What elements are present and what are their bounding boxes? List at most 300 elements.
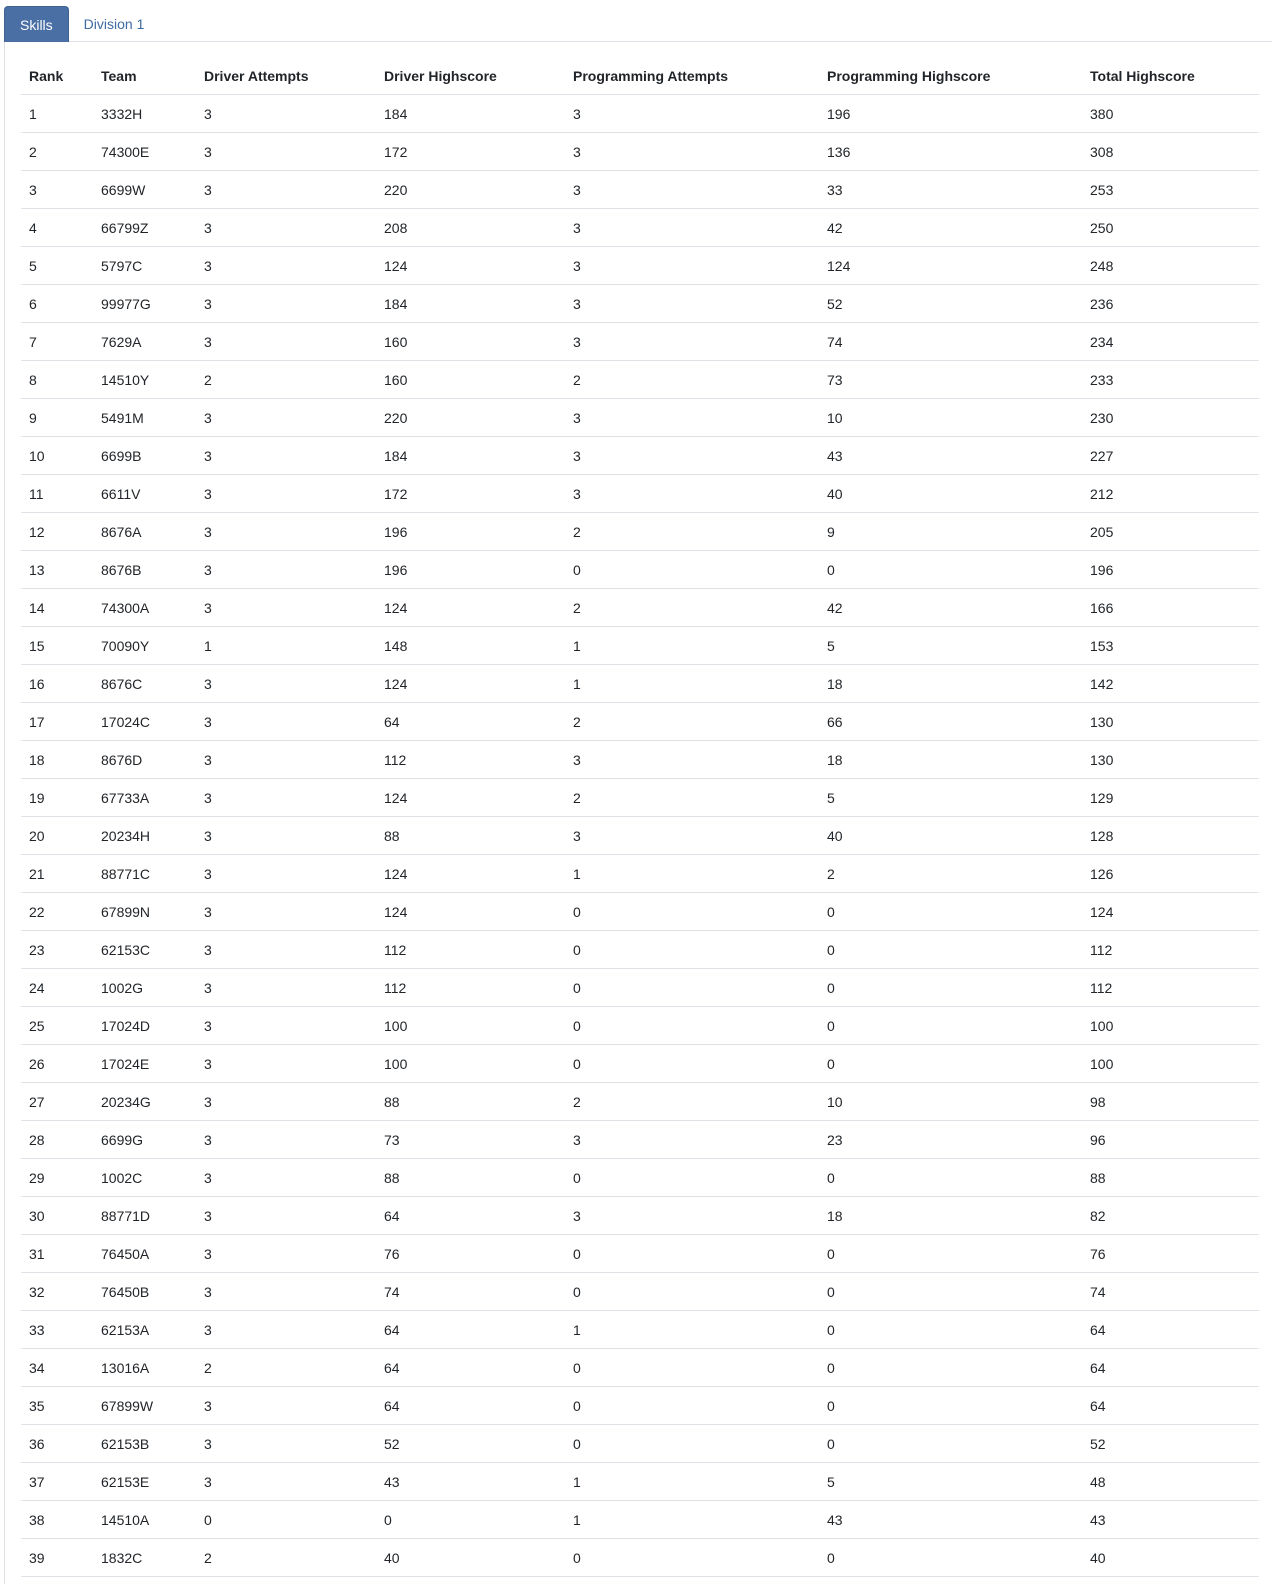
cell-driver-highscore: 196 xyxy=(376,513,565,551)
cell-driver-attempts: 1 xyxy=(196,627,376,665)
cell-team: 17024E xyxy=(93,1045,196,1083)
cell-team: 14510Y xyxy=(93,361,196,399)
cell-driver-highscore: 124 xyxy=(376,665,565,703)
cell-rank: 15 xyxy=(21,627,93,665)
cell-rank: 13 xyxy=(21,551,93,589)
cell-team: 1832C xyxy=(93,1539,196,1577)
cell-team: 8676A xyxy=(93,513,196,551)
table-row xyxy=(21,1501,1259,1539)
cell-team: 99977G xyxy=(93,285,196,323)
column-header-rank[interactable]: Rank xyxy=(21,57,93,95)
cell-rank: 4 xyxy=(21,209,93,247)
cell-driver-highscore: 74 xyxy=(376,1273,565,1311)
cell-total-highscore: 212 xyxy=(1082,475,1259,513)
cell-programming-attempts: 2 xyxy=(565,703,819,741)
cell-driver-attempts: 3 xyxy=(196,665,376,703)
table-row xyxy=(21,855,1259,893)
cell-programming-attempts: 2 xyxy=(565,779,819,817)
cell-team: 8676D xyxy=(93,741,196,779)
cell-total-highscore: 40 xyxy=(1082,1539,1259,1577)
cell-rank: 34 xyxy=(21,1349,93,1387)
cell-driver-attempts: 3 xyxy=(196,1121,376,1159)
cell-driver-highscore: 124 xyxy=(376,589,565,627)
cell-total-highscore: 64 xyxy=(1082,1311,1259,1349)
cell-rank: 20 xyxy=(21,817,93,855)
cell-total-highscore: 100 xyxy=(1082,1045,1259,1083)
cell-programming-attempts: 2 xyxy=(565,513,819,551)
cell-driver-attempts: 3 xyxy=(196,399,376,437)
cell-driver-highscore: 124 xyxy=(376,893,565,931)
cell-rank: 31 xyxy=(21,1235,93,1273)
cell-total-highscore: 64 xyxy=(1082,1387,1259,1425)
cell-rank: 9 xyxy=(21,399,93,437)
cell-driver-attempts: 3 xyxy=(196,133,376,171)
cell-total-highscore: 142 xyxy=(1082,665,1259,703)
cell-driver-highscore: 64 xyxy=(376,703,565,741)
cell-total-highscore: 227 xyxy=(1082,437,1259,475)
table-row xyxy=(21,1235,1259,1273)
cell-programming-highscore: 42 xyxy=(819,209,1082,247)
cell-programming-attempts: 3 xyxy=(565,817,819,855)
cell-rank: 32 xyxy=(21,1273,93,1311)
cell-team: 20234H xyxy=(93,817,196,855)
table-row xyxy=(21,1387,1259,1425)
cell-total-highscore: 253 xyxy=(1082,171,1259,209)
cell-programming-highscore: 196 xyxy=(819,95,1082,133)
cell-programming-highscore: 0 xyxy=(819,1007,1082,1045)
cell-team: 20234G xyxy=(93,1083,196,1121)
cell-driver-attempts: 3 xyxy=(196,475,376,513)
table-row xyxy=(21,133,1259,171)
cell-programming-highscore: 23 xyxy=(819,1121,1082,1159)
cell-programming-attempts: 1 xyxy=(565,1311,819,1349)
cell-team: 14510A xyxy=(93,1501,196,1539)
cell-driver-highscore: 220 xyxy=(376,171,565,209)
cell-programming-attempts: 3 xyxy=(565,1197,819,1235)
cell-programming-highscore: 10 xyxy=(819,1083,1082,1121)
cell-rank: 3 xyxy=(21,171,93,209)
cell-programming-highscore: 0 xyxy=(819,1311,1082,1349)
cell-driver-attempts: 3 xyxy=(196,817,376,855)
cell-total-highscore: 308 xyxy=(1082,133,1259,171)
cell-rank: 33 xyxy=(21,1311,93,1349)
table-row xyxy=(21,95,1259,133)
cell-programming-highscore: 40 xyxy=(819,475,1082,513)
cell-team: 5491M xyxy=(93,399,196,437)
cell-programming-attempts: 1 xyxy=(565,1463,819,1501)
cell-programming-attempts: 0 xyxy=(565,1273,819,1311)
cell-programming-attempts: 3 xyxy=(565,247,819,285)
table-row xyxy=(21,893,1259,931)
cell-driver-attempts: 3 xyxy=(196,95,376,133)
table-row xyxy=(21,361,1259,399)
cell-programming-attempts: 0 xyxy=(565,1539,819,1577)
cell-total-highscore: 64 xyxy=(1082,1349,1259,1387)
table-row xyxy=(21,1045,1259,1083)
cell-driver-highscore: 76 xyxy=(376,1235,565,1273)
cell-driver-attempts: 3 xyxy=(196,1311,376,1349)
cell-driver-highscore: 160 xyxy=(376,323,565,361)
cell-programming-attempts: 0 xyxy=(565,931,819,969)
cell-programming-highscore: 0 xyxy=(819,1349,1082,1387)
cell-team: 66799Z xyxy=(93,209,196,247)
cell-programming-highscore: 0 xyxy=(819,1425,1082,1463)
cell-rank: 28 xyxy=(21,1121,93,1159)
cell-team: 67899W xyxy=(93,1387,196,1425)
cell-programming-highscore: 0 xyxy=(819,1235,1082,1273)
cell-driver-attempts: 3 xyxy=(196,171,376,209)
cell-programming-attempts: 0 xyxy=(565,893,819,931)
cell-total-highscore: 98 xyxy=(1082,1083,1259,1121)
cell-driver-highscore: 88 xyxy=(376,1159,565,1197)
cell-team: 62153E xyxy=(93,1463,196,1501)
cell-driver-attempts: 3 xyxy=(196,779,376,817)
tab-division-1[interactable]: Division 1 xyxy=(83,16,145,32)
cell-total-highscore: 205 xyxy=(1082,513,1259,551)
cell-programming-highscore: 0 xyxy=(819,1539,1082,1577)
cell-rank: 30 xyxy=(21,1197,93,1235)
cell-driver-attempts: 3 xyxy=(196,893,376,931)
table-row xyxy=(21,1197,1259,1235)
cell-programming-attempts: 1 xyxy=(565,665,819,703)
cell-driver-attempts: 3 xyxy=(196,285,376,323)
cell-rank: 10 xyxy=(21,437,93,475)
cell-rank: 24 xyxy=(21,969,93,1007)
table-row xyxy=(21,1349,1259,1387)
cell-team: 17024D xyxy=(93,1007,196,1045)
cell-driver-highscore: 64 xyxy=(376,1197,565,1235)
cell-programming-highscore: 74 xyxy=(819,323,1082,361)
cell-total-highscore: 128 xyxy=(1082,817,1259,855)
cell-team: 5797C xyxy=(93,247,196,285)
cell-total-highscore: 112 xyxy=(1082,931,1259,969)
cell-programming-attempts: 0 xyxy=(565,551,819,589)
cell-total-highscore: 130 xyxy=(1082,741,1259,779)
cell-programming-attempts: 0 xyxy=(565,1387,819,1425)
cell-programming-attempts: 0 xyxy=(565,1425,819,1463)
cell-driver-highscore: 73 xyxy=(376,1121,565,1159)
table-row xyxy=(21,171,1259,209)
cell-rank: 21 xyxy=(21,855,93,893)
cell-programming-attempts: 1 xyxy=(565,855,819,893)
cell-team: 6699B xyxy=(93,437,196,475)
table-header-row xyxy=(21,57,1259,95)
table-row xyxy=(21,627,1259,665)
cell-programming-attempts: 3 xyxy=(565,1121,819,1159)
cell-total-highscore: 166 xyxy=(1082,589,1259,627)
cell-total-highscore: 96 xyxy=(1082,1121,1259,1159)
cell-programming-highscore: 73 xyxy=(819,361,1082,399)
cell-driver-attempts: 3 xyxy=(196,741,376,779)
table-row xyxy=(21,589,1259,627)
table-row xyxy=(21,1083,1259,1121)
cell-driver-highscore: 64 xyxy=(376,1311,565,1349)
table-body xyxy=(21,95,1259,1577)
cell-team: 1002G xyxy=(93,969,196,1007)
cell-rank: 37 xyxy=(21,1463,93,1501)
table-row xyxy=(21,931,1259,969)
cell-driver-highscore: 148 xyxy=(376,627,565,665)
cell-team: 88771C xyxy=(93,855,196,893)
cell-programming-highscore: 136 xyxy=(819,133,1082,171)
cell-programming-attempts: 3 xyxy=(565,475,819,513)
cell-driver-highscore: 43 xyxy=(376,1463,565,1501)
cell-rank: 26 xyxy=(21,1045,93,1083)
cell-driver-highscore: 184 xyxy=(376,285,565,323)
cell-rank: 1 xyxy=(21,95,93,133)
cell-total-highscore: 88 xyxy=(1082,1159,1259,1197)
cell-driver-highscore: 172 xyxy=(376,475,565,513)
cell-programming-highscore: 5 xyxy=(819,627,1082,665)
cell-programming-attempts: 1 xyxy=(565,627,819,665)
skills-table xyxy=(21,57,1259,1577)
cell-rank: 7 xyxy=(21,323,93,361)
cell-programming-highscore: 124 xyxy=(819,247,1082,285)
cell-total-highscore: 126 xyxy=(1082,855,1259,893)
column-header-driver-attempts[interactable]: Driver Attempts xyxy=(196,57,376,95)
column-header-programming-attempts[interactable]: Programming Attempts xyxy=(565,57,819,95)
cell-programming-highscore: 9 xyxy=(819,513,1082,551)
cell-driver-attempts: 3 xyxy=(196,1159,376,1197)
cell-driver-highscore: 64 xyxy=(376,1387,565,1425)
cell-driver-attempts: 3 xyxy=(196,1045,376,1083)
cell-driver-highscore: 184 xyxy=(376,437,565,475)
cell-programming-highscore: 40 xyxy=(819,817,1082,855)
cell-driver-highscore: 196 xyxy=(376,551,565,589)
cell-programming-attempts: 2 xyxy=(565,1083,819,1121)
cell-programming-highscore: 10 xyxy=(819,399,1082,437)
cell-total-highscore: 124 xyxy=(1082,893,1259,931)
cell-team: 8676B xyxy=(93,551,196,589)
cell-total-highscore: 129 xyxy=(1082,779,1259,817)
cell-rank: 35 xyxy=(21,1387,93,1425)
cell-driver-highscore: 124 xyxy=(376,779,565,817)
cell-driver-attempts: 3 xyxy=(196,1425,376,1463)
cell-driver-attempts: 2 xyxy=(196,361,376,399)
cell-driver-attempts: 0 xyxy=(196,1501,376,1539)
cell-rank: 11 xyxy=(21,475,93,513)
tab-bar xyxy=(4,4,1272,42)
cell-programming-attempts: 3 xyxy=(565,741,819,779)
cell-programming-attempts: 2 xyxy=(565,589,819,627)
table-row xyxy=(21,1159,1259,1197)
cell-rank: 18 xyxy=(21,741,93,779)
cell-driver-highscore: 160 xyxy=(376,361,565,399)
cell-rank: 17 xyxy=(21,703,93,741)
cell-driver-highscore: 112 xyxy=(376,969,565,1007)
cell-driver-attempts: 3 xyxy=(196,589,376,627)
table-row xyxy=(21,741,1259,779)
cell-team: 70090Y xyxy=(93,627,196,665)
cell-driver-highscore: 112 xyxy=(376,741,565,779)
table-row xyxy=(21,1311,1259,1349)
cell-driver-attempts: 3 xyxy=(196,703,376,741)
cell-programming-highscore: 0 xyxy=(819,1159,1082,1197)
cell-total-highscore: 76 xyxy=(1082,1235,1259,1273)
cell-driver-attempts: 3 xyxy=(196,1235,376,1273)
table-row xyxy=(21,703,1259,741)
cell-team: 76450B xyxy=(93,1273,196,1311)
cell-team: 17024C xyxy=(93,703,196,741)
column-header-driver-highscore[interactable]: Driver Highscore xyxy=(376,57,565,95)
cell-driver-highscore: 64 xyxy=(376,1349,565,1387)
cell-team: 6699G xyxy=(93,1121,196,1159)
cell-driver-highscore: 40 xyxy=(376,1539,565,1577)
column-header-team[interactable]: Team xyxy=(93,57,196,95)
cell-driver-attempts: 3 xyxy=(196,1273,376,1311)
cell-team: 7629A xyxy=(93,323,196,361)
cell-programming-highscore: 0 xyxy=(819,893,1082,931)
cell-rank: 14 xyxy=(21,589,93,627)
cell-driver-attempts: 3 xyxy=(196,513,376,551)
cell-driver-attempts: 2 xyxy=(196,1539,376,1577)
cell-driver-highscore: 184 xyxy=(376,95,565,133)
cell-total-highscore: 234 xyxy=(1082,323,1259,361)
cell-total-highscore: 230 xyxy=(1082,399,1259,437)
cell-driver-highscore: 220 xyxy=(376,399,565,437)
cell-total-highscore: 43 xyxy=(1082,1501,1259,1539)
cell-programming-highscore: 18 xyxy=(819,665,1082,703)
cell-programming-attempts: 3 xyxy=(565,437,819,475)
column-header-programming-highscore[interactable]: Programming Highscore xyxy=(819,57,1082,95)
cell-rank: 39 xyxy=(21,1539,93,1577)
cell-programming-attempts: 0 xyxy=(565,1159,819,1197)
cell-driver-attempts: 2 xyxy=(196,1349,376,1387)
table-row xyxy=(21,475,1259,513)
cell-driver-attempts: 3 xyxy=(196,969,376,1007)
cell-total-highscore: 82 xyxy=(1082,1197,1259,1235)
cell-driver-highscore: 208 xyxy=(376,209,565,247)
cell-programming-attempts: 0 xyxy=(565,1235,819,1273)
cell-rank: 8 xyxy=(21,361,93,399)
table-row xyxy=(21,1539,1259,1577)
cell-programming-highscore: 18 xyxy=(819,1197,1082,1235)
cell-team: 6699W xyxy=(93,171,196,209)
cell-driver-highscore: 100 xyxy=(376,1045,565,1083)
cell-rank: 5 xyxy=(21,247,93,285)
cell-total-highscore: 236 xyxy=(1082,285,1259,323)
cell-total-highscore: 100 xyxy=(1082,1007,1259,1045)
cell-team: 8676C xyxy=(93,665,196,703)
cell-programming-highscore: 66 xyxy=(819,703,1082,741)
cell-programming-highscore: 18 xyxy=(819,741,1082,779)
cell-total-highscore: 250 xyxy=(1082,209,1259,247)
cell-programming-highscore: 33 xyxy=(819,171,1082,209)
cell-driver-attempts: 3 xyxy=(196,437,376,475)
table-row xyxy=(21,247,1259,285)
cell-total-highscore: 380 xyxy=(1082,95,1259,133)
cell-programming-attempts: 3 xyxy=(565,209,819,247)
cell-total-highscore: 248 xyxy=(1082,247,1259,285)
column-header-total-highscore[interactable]: Total Highscore xyxy=(1082,57,1259,95)
cell-driver-attempts: 3 xyxy=(196,1197,376,1235)
cell-programming-highscore: 0 xyxy=(819,551,1082,589)
table-row xyxy=(21,969,1259,1007)
table-row xyxy=(21,1273,1259,1311)
cell-driver-highscore: 124 xyxy=(376,855,565,893)
cell-team: 6611V xyxy=(93,475,196,513)
cell-total-highscore: 52 xyxy=(1082,1425,1259,1463)
cell-programming-attempts: 1 xyxy=(565,1501,819,1539)
cell-rank: 2 xyxy=(21,133,93,171)
cell-programming-highscore: 0 xyxy=(819,1387,1082,1425)
cell-driver-highscore: 172 xyxy=(376,133,565,171)
cell-team: 1002C xyxy=(93,1159,196,1197)
cell-team: 62153C xyxy=(93,931,196,969)
cell-team: 74300A xyxy=(93,589,196,627)
cell-programming-attempts: 0 xyxy=(565,1045,819,1083)
cell-programming-attempts: 3 xyxy=(565,285,819,323)
table-row xyxy=(21,1425,1259,1463)
cell-rank: 19 xyxy=(21,779,93,817)
cell-rank: 29 xyxy=(21,1159,93,1197)
cell-programming-highscore: 43 xyxy=(819,1501,1082,1539)
cell-rank: 12 xyxy=(21,513,93,551)
cell-total-highscore: 48 xyxy=(1082,1463,1259,1501)
table-row xyxy=(21,399,1259,437)
cell-programming-attempts: 3 xyxy=(565,95,819,133)
cell-driver-highscore: 52 xyxy=(376,1425,565,1463)
cell-programming-highscore: 0 xyxy=(819,1045,1082,1083)
cell-team: 67733A xyxy=(93,779,196,817)
cell-team: 67899N xyxy=(93,893,196,931)
cell-driver-attempts: 3 xyxy=(196,855,376,893)
cell-rank: 25 xyxy=(21,1007,93,1045)
cell-programming-highscore: 42 xyxy=(819,589,1082,627)
table-row xyxy=(21,665,1259,703)
tab-skills[interactable]: Skills xyxy=(4,6,69,42)
cell-team: 76450A xyxy=(93,1235,196,1273)
table-row xyxy=(21,779,1259,817)
cell-driver-attempts: 3 xyxy=(196,1463,376,1501)
cell-programming-attempts: 0 xyxy=(565,1007,819,1045)
cell-programming-attempts: 0 xyxy=(565,1349,819,1387)
cell-programming-attempts: 3 xyxy=(565,323,819,361)
cell-team: 88771D xyxy=(93,1197,196,1235)
cell-driver-attempts: 3 xyxy=(196,323,376,361)
cell-driver-highscore: 88 xyxy=(376,1083,565,1121)
cell-rank: 38 xyxy=(21,1501,93,1539)
cell-programming-highscore: 52 xyxy=(819,285,1082,323)
cell-programming-highscore: 43 xyxy=(819,437,1082,475)
cell-programming-highscore: 5 xyxy=(819,1463,1082,1501)
cell-programming-highscore: 2 xyxy=(819,855,1082,893)
table-row xyxy=(21,285,1259,323)
cell-driver-attempts: 3 xyxy=(196,931,376,969)
cell-driver-attempts: 3 xyxy=(196,1083,376,1121)
cell-team: 74300E xyxy=(93,133,196,171)
table-row xyxy=(21,209,1259,247)
cell-programming-attempts: 3 xyxy=(565,399,819,437)
cell-driver-attempts: 3 xyxy=(196,247,376,285)
cell-programming-attempts: 3 xyxy=(565,171,819,209)
cell-driver-highscore: 124 xyxy=(376,247,565,285)
cell-programming-highscore: 5 xyxy=(819,779,1082,817)
cell-total-highscore: 130 xyxy=(1082,703,1259,741)
cell-team: 13016A xyxy=(93,1349,196,1387)
cell-rank: 22 xyxy=(21,893,93,931)
cell-total-highscore: 153 xyxy=(1082,627,1259,665)
cell-team: 3332H xyxy=(93,95,196,133)
cell-driver-attempts: 3 xyxy=(196,551,376,589)
cell-programming-attempts: 3 xyxy=(565,133,819,171)
table-row xyxy=(21,1121,1259,1159)
cell-driver-highscore: 112 xyxy=(376,931,565,969)
cell-driver-attempts: 3 xyxy=(196,1387,376,1425)
cell-programming-attempts: 2 xyxy=(565,361,819,399)
cell-total-highscore: 112 xyxy=(1082,969,1259,1007)
cell-rank: 16 xyxy=(21,665,93,703)
